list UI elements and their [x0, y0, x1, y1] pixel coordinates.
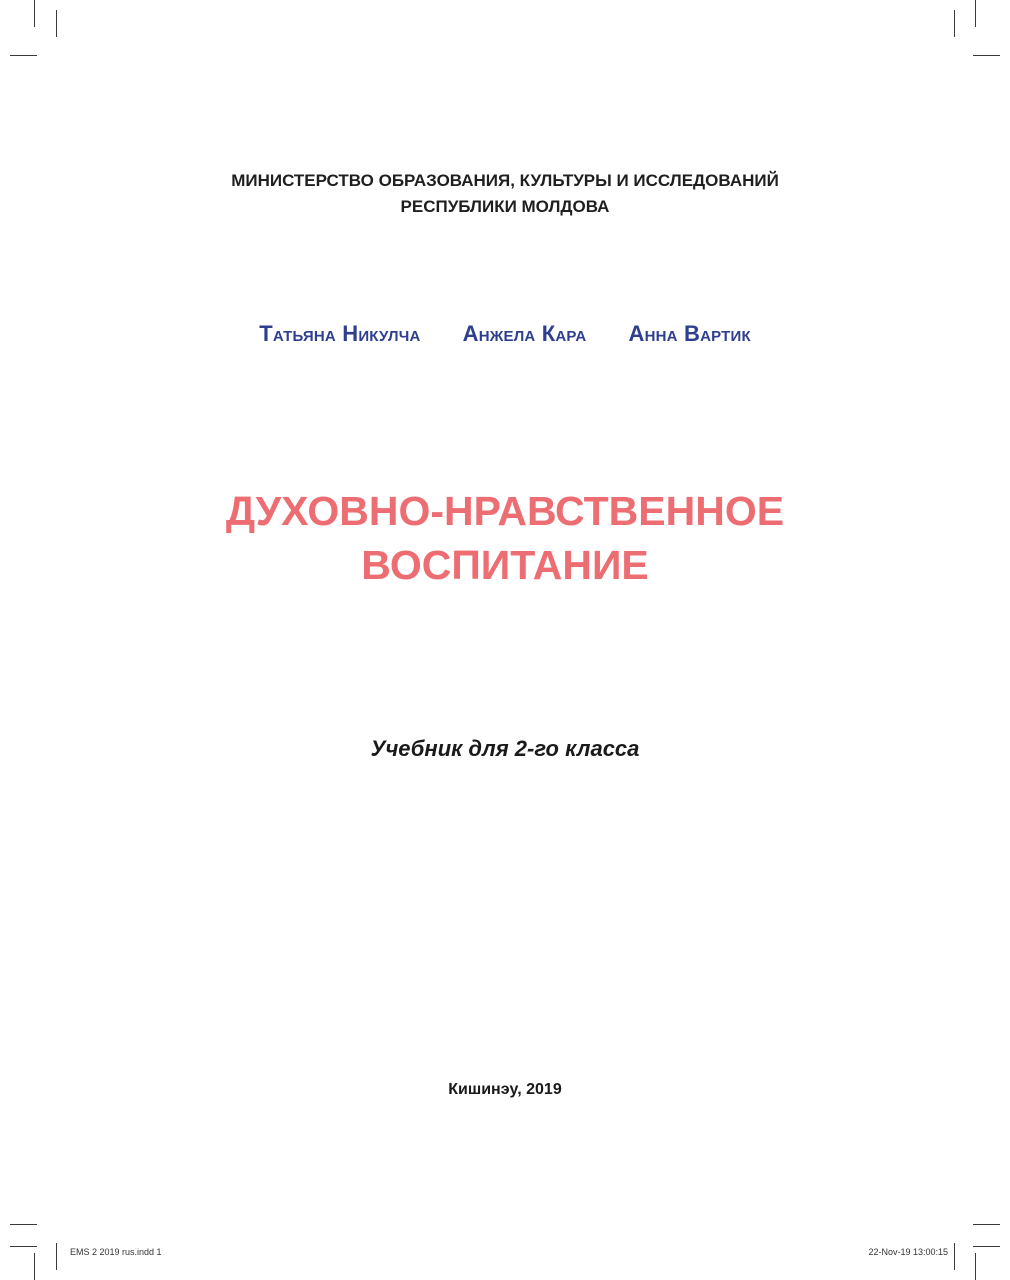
ministry-line-2: РЕСПУБЛИКИ МОЛДОВА: [400, 197, 610, 216]
author-name: Анна Вартик: [628, 321, 751, 346]
crop-mark-bottom-left-vertical-outer: [34, 1253, 35, 1280]
author-name: Анжела Кара: [462, 321, 587, 346]
crop-mark-bottom-right-vertical-inner: [954, 1243, 955, 1270]
crop-mark-top-right-horizontal: [973, 55, 1000, 56]
book-subtitle: Учебник для 2-го класса: [370, 736, 640, 761]
crop-mark-top-right-vertical-outer: [975, 0, 976, 27]
crop-mark-top-left-vertical-outer: [34, 0, 35, 27]
crop-mark-top-left-vertical-inner: [56, 10, 57, 37]
place-year: Кишинэу, 2019: [448, 1081, 562, 1098]
book-title: [0, 484, 1010, 592]
crop-mark-top-left-horizontal: [10, 55, 37, 56]
crop-mark-bottom-left-vertical-inner: [56, 1243, 57, 1270]
ministry-header: [0, 168, 1010, 220]
crop-mark-bottom-left-horizontal-lower: [10, 1246, 37, 1247]
slug-timestamp: 22-Nov-19 13:00:15: [868, 1247, 948, 1257]
slug-filename: EMS 2 2019 rus.indd 1: [70, 1247, 162, 1257]
author-name: Татьяна Никулча: [259, 321, 421, 346]
authors-list: [0, 320, 1010, 348]
crop-mark-top-right-vertical-inner: [954, 10, 955, 37]
book-title-line-1: ДУХОВНО-НРАВСТВЕННОЕ: [225, 488, 785, 534]
crop-mark-bottom-left-horizontal: [10, 1224, 37, 1225]
crop-mark-bottom-right-horizontal: [973, 1224, 1000, 1225]
ministry-line-1: МИНИСТЕРСТВО ОБРАЗОВАНИЯ, КУЛЬТУРЫ И ИССЛЕДОВАНИЙ: [231, 171, 779, 190]
crop-mark-bottom-right-horizontal-lower: [973, 1246, 1000, 1247]
book-title-line-2: ВОСПИТАНИЕ: [361, 542, 649, 588]
crop-mark-bottom-right-vertical-outer: [975, 1253, 976, 1280]
